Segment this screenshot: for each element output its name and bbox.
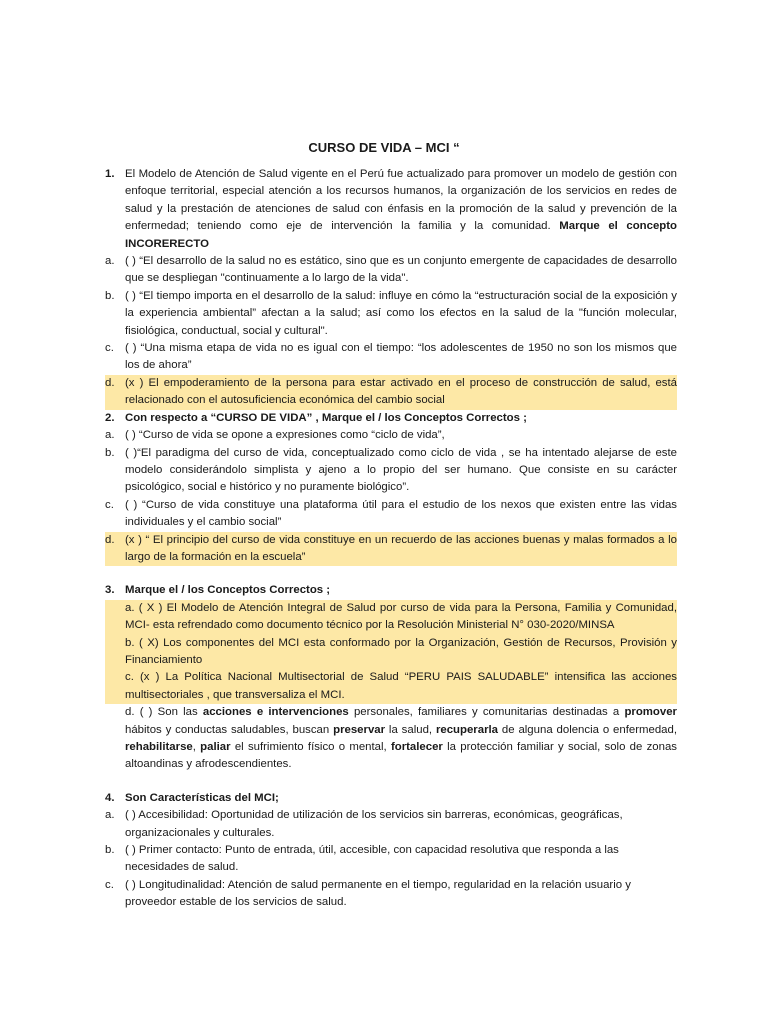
option-text: ( ) “Curso de vida se opone a expresiones como “ciclo de vida”,	[125, 429, 445, 442]
q2-option-d-highlighted	[105, 532, 677, 567]
option-text: ( ) “El tiempo importa en el desarrollo de la salud: influye en cómo la “estructuración social de la exposición y la experiencia ambiental” afectan a la salud; así como los efectos en la salud de la "función molecular, fisiológica, conductual, social y cultural".	[125, 289, 677, 337]
option-letter: b.	[105, 844, 115, 857]
option-text: de alguna dolencia o enfermedad,	[498, 723, 678, 736]
question-number: 2.	[105, 411, 115, 424]
question-text: El Modelo de Atención de Salud vigente en el Perú fue actualizado para promover un modelo de gestión con enfoque territorial, especial atención a los recursos humanos, la organización de los servicios en redes de salud y la prestación de atenciones de salud con énfasis en la promoción de la salud y prevención de la enfermedad; teniendo como eje de intervención la familia y la comunidad.	[125, 168, 677, 233]
question-number: 1.	[105, 168, 115, 180]
option-text: b. ( X) Los componentes del MCI esta conformado por la Organización, Gestión de Recursos, Provisión y Financiamiento	[125, 636, 677, 666]
bold-term: fortalecer	[390, 741, 443, 753]
option-text: ( ) “El desarrollo de la salud no es estático, sino que es un conjunto emergente de capacidades de desarrollo que se despliegan "continuamente a lo largo de la vida".	[125, 255, 677, 285]
bold-term: rehabilitarse	[125, 741, 193, 753]
q1-option-d-highlighted	[105, 375, 677, 410]
question-2	[105, 410, 677, 427]
bold-term: paliar	[200, 741, 231, 753]
option-letter: d.	[105, 533, 115, 546]
option-letter: a.	[105, 429, 115, 442]
q1-option-a	[105, 253, 677, 288]
option-text: (x ) “ El principio del curso de vida constituye en un recuerdo de las acciones buenas y malas formados a lo largo de la formación en la escuela”	[125, 533, 677, 563]
q1-option-c	[105, 340, 677, 375]
q4-option-c	[105, 877, 677, 912]
page-title: CURSO DE VIDA – MCI “	[308, 140, 460, 155]
question-number: 3.	[105, 584, 115, 597]
option-text: el sufrimiento físico o mental,	[230, 741, 391, 753]
option-text: personales, familiares y comunitarias destinadas a	[348, 706, 625, 719]
option-text: la protección familiar y social, solo de zonas altoandinas y afrodescendientes.	[125, 741, 677, 771]
question-instruction: Marque el concepto INCORERECTO	[125, 220, 678, 250]
q3-option-b-highlighted	[105, 635, 677, 670]
option-text: d. ( ) Son las	[125, 706, 203, 719]
option-letter: a.	[105, 809, 115, 822]
q1-option-b	[105, 288, 677, 340]
q3-option-c-highlighted	[105, 669, 677, 704]
bold-term: preservar	[333, 723, 386, 736]
q2-option-a	[105, 427, 677, 444]
option-text: ( ) Primer contacto: Punto de entrada, útil, accesible, con capacidad resolutiva que responda a las necesidades de salud.	[125, 844, 619, 874]
option-letter: c.	[105, 342, 114, 355]
option-text: c. (x ) La Política Nacional Multisectorial de Salud “PERU PAIS SALUDABLE” intensifica las acciones multisectoriales , que transversaliza el MCI.	[125, 671, 677, 701]
spacer	[105, 566, 677, 582]
option-text: hábitos y conductas saludables, buscan	[125, 723, 334, 736]
option-text: ( ) Accesibilidad: Oportunidad de utilización de los servicios sin barreras, económicas, geográficas, organizacionales y culturales.	[125, 809, 623, 839]
option-letter: d.	[105, 376, 115, 389]
option-text: ,	[192, 741, 201, 753]
bold-term: acciones e intervenciones	[202, 706, 349, 719]
document-body	[105, 166, 677, 912]
option-text: a. ( X ) El Modelo de Atención Integral de Salud por curso de vida para la Persona, Familia y Comunidad, MCI- esta refrendado como documento técnico por la Resolución Ministerial N° 030-2020/MINSA	[125, 601, 677, 632]
option-letter: b.	[105, 289, 115, 302]
question-heading: Marque el / los Conceptos Correctos ;	[125, 584, 331, 597]
q3-option-d	[105, 704, 677, 774]
question-4	[105, 790, 677, 807]
q4-option-b	[105, 842, 677, 877]
option-text: ( ) Longitudinalidad: Atención de salud permanente en el tiempo, regularidad en la relación usuario y proveedor estable de los servicios de salud.	[125, 878, 631, 909]
spacer	[105, 774, 677, 790]
option-text: (x ) El empoderamiento de la persona para estar activado en el proceso de construcción de salud, está relacionado con el autosuficiencia económica del cambio social	[125, 376, 677, 407]
q2-option-b	[105, 445, 677, 497]
question-1	[105, 166, 677, 253]
question-3	[105, 582, 677, 599]
bold-term: recuperarla	[435, 723, 499, 736]
option-letter: b.	[105, 446, 115, 459]
question-heading: Con respecto a “CURSO DE VIDA” , Marque el / los Conceptos Correctos ;	[125, 411, 527, 424]
option-text: la salud,	[385, 723, 436, 736]
option-text: ( ) “Curso de vida constituye una plataforma útil para el estudio de los nexos que existen entre las vidas individuales y el cambio social”	[125, 498, 677, 529]
option-letter: c.	[105, 498, 114, 511]
option-letter: a.	[105, 255, 115, 268]
option-text: ( ) “Una misma etapa de vida no es igual con el tiempo: “los adolescentes de 1950 no son los mismos que los de ahora”	[125, 342, 677, 372]
q4-option-a	[105, 807, 677, 842]
question-heading: Son Características del MCI;	[125, 791, 279, 804]
option-text: ( )“El paradigma del curso de vida, conceptualizado como ciclo de vida , se ha intentado alejarse de este modelo considerándolo simplista y ajeno a lo propio del ser humano. Que consiste en su carácter psicológico, social e histórico y no puramente biológico”.	[125, 446, 677, 494]
question-number: 4.	[105, 791, 115, 804]
q2-option-c	[105, 497, 677, 532]
bold-term: promover	[624, 706, 677, 719]
option-letter: c.	[105, 878, 114, 891]
q3-option-a-highlighted	[105, 600, 677, 635]
